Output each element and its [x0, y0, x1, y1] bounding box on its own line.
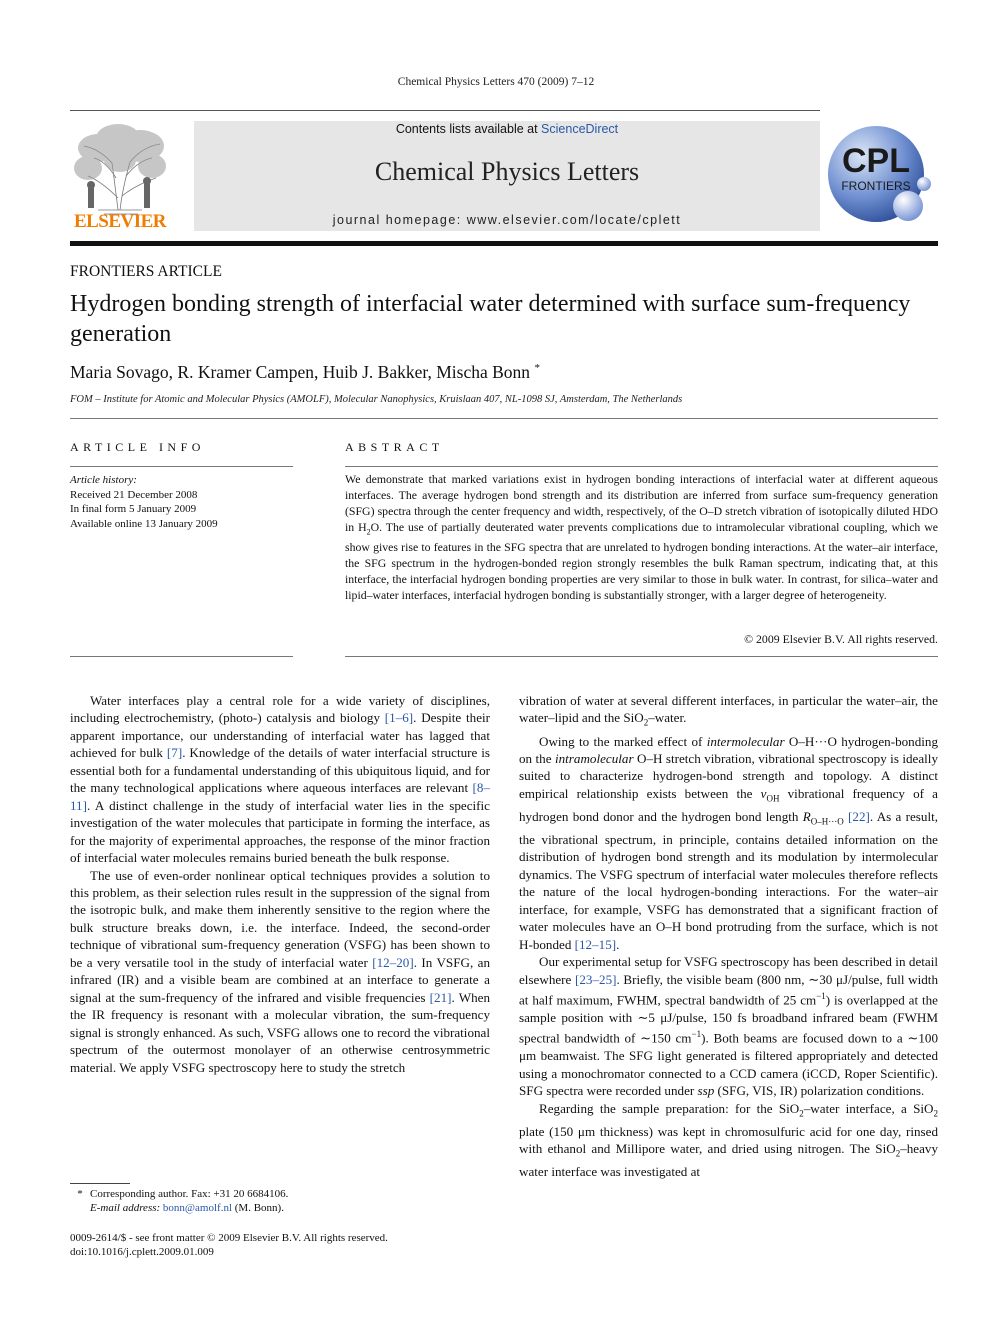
corresponding-text: Corresponding author. Fax: +31 20 6684106.: [90, 1188, 289, 1200]
article-info-heading: ARTICLE INFO: [70, 440, 205, 454]
received-date: Received 21 December 2008: [70, 488, 198, 501]
citation-link[interactable]: [12–20]: [372, 954, 414, 970]
citation-link[interactable]: [7]: [166, 745, 183, 761]
citation-link[interactable]: [12–15]: [574, 936, 617, 952]
online-date: Available online 13 January 2009: [70, 517, 218, 530]
sciencedirect-link[interactable]: ScienceDirect: [541, 122, 619, 136]
body-paragraph: Owing to the marked effect of intermolecular O–H···O hydrogen-bonding on the intramolecular O–H stretch vibration, vibrational spectroscopy is ideally suited to characterize hydrogen-bond strength and topology. A distinct empirical relationship exists between the $\nu_{OH}$ vibrational frequency of a hydrogen bond donor and the hydrogen bond length $R_{O-H\cdot\cdot\cdot O}$ [22]. As a result, the vibrational spectrum, in principle, contains detailed information on the distribution of hydrogen bond strength and its modulation by intermolecular dynamics. The VSFG spectrum of interfacial water molecules therefore reflects the nature of the local hydrogen-bonding interactions. For the water–air interface, for example, VSFG has demonstrated that a significant fraction of water molecules have an O–H bond protruding from the surface, which is not H-bonded [12–15].: [519, 733, 938, 952]
email-line: [70, 1201, 288, 1215]
final-form-date: In final form 5 January 2009: [70, 503, 197, 515]
footnote: [70, 1187, 288, 1215]
front-matter-info: [70, 1231, 388, 1259]
journal-citation: Chemical Physics Letters 470 (2009) 7–12: [397, 76, 595, 88]
history-label: Article history:: [70, 474, 137, 486]
body-paragraph: Our experimental setup for VSFG spectroscopy has been described in detail elsewhere [23–25]. Briefly, the visible beam (800 nm, ∼30 μJ/pulse, full width at half maximum, FWHM, spectral bandwidth of 25 $cm^{-1}$) is overlapped at the sample position with ∼5 μJ/pulse, 150 fs broadband infrared beam (FWHM spectral bandwidth of ∼150 $cm^{-1}$). Both beams are focused down to a ∼100 μm beamwaist. The SFG light generated is filtered appropriately and detected using a monochromator connected to a CCD camera (iCCD, Roper Scientific). SFG spectra were recorded under ssp (SFG, VIS, IR) polarization conditions.: [519, 954, 938, 1099]
contents-line: [194, 122, 820, 136]
header-rule: [70, 110, 820, 111]
footnote-rule: [70, 1183, 130, 1184]
contents-prefix: Contents lists available at: [395, 122, 542, 136]
citation-link[interactable]: [21]: [429, 989, 452, 1005]
journal-name: Chemical Physics Letters: [374, 157, 640, 186]
copyright-notice: © 2009 Elsevier B.V. All rights reserved.: [744, 632, 938, 646]
citation-link[interactable]: [1–6]: [384, 710, 414, 726]
body-paragraph: vibration of water at several different interfaces, in particular the water–air, the water–lipid and the SiO$_2$–water.: [519, 693, 938, 729]
affiliation: FOM – Institute for Atomic and Molecular Physics (AMOLF), Molecular Nanophysics, Kruislaan 407, NL-1098 SJ, Amsterdam, The Netherlands: [70, 394, 683, 405]
cpl-logo-text: CPL: [842, 142, 910, 180]
email-label: E-mail address:: [90, 1202, 161, 1214]
elsevier-wordmark: ELSEVIER: [73, 211, 167, 232]
article-history: [70, 473, 218, 531]
body-column-left: [70, 692, 490, 1076]
section-rule: [70, 418, 938, 419]
author-list: [70, 362, 540, 383]
doi-line[interactable]: doi:10.1016/j.cplett.2009.01.009: [70, 1246, 214, 1258]
abstract-heading: ABSTRACT: [345, 440, 444, 454]
journal-homepage[interactable]: journal homepage: www.elsevier.com/locate/cplett: [332, 213, 682, 227]
abstract-text: We demonstrate that marked variations exist in hydrogen bonding interactions of interfacial water at different aqueous interfaces. The average hydrogen bond strength and its distribution are inferred from surface sum-frequency generation (SFG) spectra through the center frequency and width, respectively, of the O–D stretch vibration of isotopically diluted HDO in $H_2O$. The use of partially deuterated water prevents complications due to intramolecular vibrational coupling, which we show gives rise to features in the SFG spectra that are unrelated to hydrogen bonding interactions. At the water–air interface, the SFG spectrum in the hydrogen-bonded region strongly resembles the bulk Raman spectrum, indicating that, at this interface, the interfacial hydrogen bonding properties are very similar to those in bulk water. In contrast, for silica–water and lipid–water interfaces, interfacial hydrogen bonding is substantially stronger, with a larger degree of heterogeneity.: [345, 472, 938, 602]
journal-banner: [194, 121, 820, 231]
cpl-frontiers-logo: [820, 118, 936, 234]
corresponding-mark[interactable]: *: [534, 362, 540, 375]
footnote-mark: *: [77, 1188, 83, 1200]
abstract-bottom-rule: [345, 656, 938, 657]
abstract-rule: [345, 466, 938, 467]
issn-line: 0009-2614/$ - see front matter © 2009 Elsevier B.V. All rights reserved.: [70, 1232, 388, 1244]
body-paragraph: The use of even-order nonlinear optical techniques provides a solution to this problem, as their selection rules result in the suppression of the signal from the isotropic bulk, and make them inherently sensitive to the region where the bulk structure breaks down, i.e. the interface. Indeed, the second-order technique of vibrational sum-frequency generation (VSFG) has been shown to be a very versatile tool in the study of interfacial water [12–20]. In VSFG, an infrared (IR) and a visible beam are combined at an interface to generate a signal at the sum-frequency of the infrared and visible frequencies [21]. When the IR frequency is resonant with a molecular vibration, the sum-frequency signal is strongly enhanced. As such, VSFG allows one to record the vibrational spectrum of the outermost monolayer of an otherwise centrosymmetric material. We apply VSFG spectroscopy here to study the stretch: [70, 867, 490, 1075]
article-type: FRONTIERS ARTICLE: [70, 263, 222, 280]
citation-link[interactable]: [8–11]: [70, 780, 490, 813]
header-thick-rule: [70, 241, 938, 246]
body-column-right: [519, 692, 938, 1181]
body-paragraph: Regarding the sample preparation: for the SiO$_2$–water interface, a SiO$_2$ plate (150 μm thickness) was kept in chromosulfuric acid for one day, rinsed with ethanol and Millipore water, and dried using nitrogen. The SiO$_2$–heavy water interface was investigated at: [519, 1100, 938, 1180]
article-title: Hydrogen bonding strength of interfacial water determined with surface sum-frequency generation: [70, 291, 911, 347]
citation-link[interactable]: [22]: [848, 808, 870, 824]
citation-link[interactable]: [23–25]: [575, 971, 617, 987]
article-info-bottom-rule: [70, 656, 293, 657]
authors-text: Maria Sovago, R. Kramer Campen, Huib J. Bakker, Mischa Bonn: [70, 362, 531, 382]
body-paragraph: Water interfaces play a central role for a wide variety of disciplines, including electrochemistry, (photo-) catalysis and biology [1–6]. Despite their apparent importance, our understanding of interfacial water has lagged that achieved for bulk [7]. Knowledge of the details of water interfacial structure is essential both for a fundamental understanding of this ubiquitous liquid, and for the many technological applications where aqueous interfaces are relevant [8–11]. A distinct challenge in the study of interfacial water lies in the specific investigation of the water molecules that participate in forming the interface, as for the majority of experimental approaches, the response of the minor fraction of interfacial water molecules remains buried beneath the bulk response.: [70, 693, 490, 866]
email-link[interactable]: bonn@amolf.nl: [162, 1202, 233, 1214]
article-info-rule: [70, 466, 293, 467]
corresponding-author-note: [70, 1187, 288, 1201]
email-suffix: (M. Bonn).: [234, 1202, 284, 1214]
frontiers-logo-text: FRONTIERS: [841, 179, 911, 193]
